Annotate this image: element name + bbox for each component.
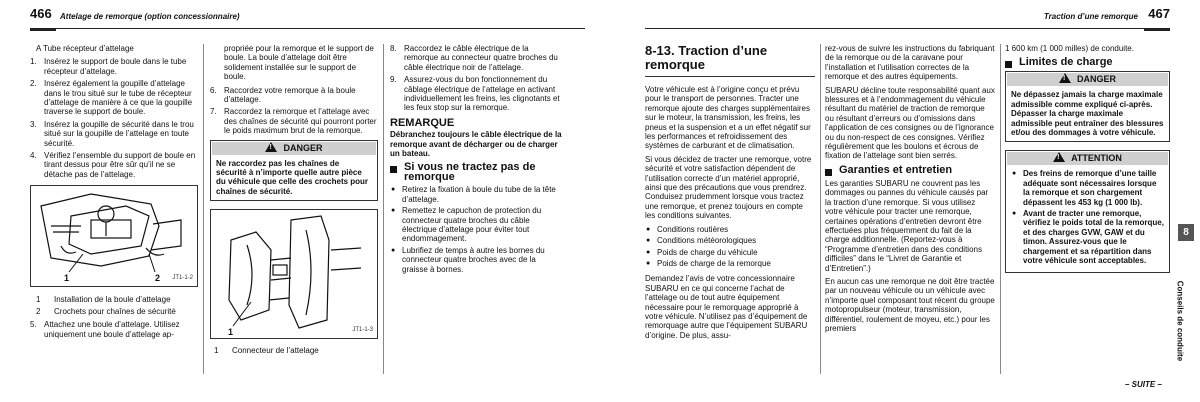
section-title: Garanties et entretien	[825, 166, 995, 176]
step-item: 5. Attachez une boule d’attelage. Utilisez uniquement une boule d’attelage ap-	[30, 320, 180, 339]
header-title: Traction d’une remorque	[1043, 12, 1138, 21]
bullet-item: ● Remettez le capuchon de protection du connecteur quatre broches du câble électrique d’attelage pour éviter tout endommagement.	[390, 206, 562, 244]
steps-list	[210, 86, 378, 136]
square-bullet-icon	[825, 169, 832, 176]
caption-item: 1 Connecteur de l’attelage	[214, 346, 319, 356]
chapter-section-title: 8-13. Traction d’une remorque	[645, 44, 815, 77]
paragraph: Si vous décidez de tracter une remorque, votre sécurité et votre satisfaction dépendent de l’utilisation correcte d’un matériel approprié, ainsi que des précautions que vous prendrez. Conduisez prudemment lorsque vous tractez une remorque, et prenez toujours en compte les conditions suivantes.	[645, 154, 812, 221]
left-column-2	[210, 44, 378, 358]
continued-text: propriée pour la remorque et le support de boule. La boule d’attelage doit être solidement installée sur le support de boule.	[224, 44, 374, 82]
right-page-header	[645, 8, 1170, 24]
figure-label-1: 1	[228, 327, 234, 338]
chapter-tab-label: Conseils de conduite	[1175, 280, 1185, 362]
steps-list	[30, 57, 198, 179]
section-title: Limites de charge	[1005, 58, 1170, 68]
hitch-ball-figure	[30, 185, 198, 287]
attention-bullets	[1011, 169, 1164, 265]
left-column-3	[390, 44, 562, 278]
bullet-item: ● Des freins de remorque d’une taille adéquate sont nécessaires lorsque la remorque et son chargement dépassent les 453 kg (1 000 lb).	[1011, 169, 1164, 207]
bullet-list	[645, 225, 815, 269]
right-column-2	[825, 44, 995, 337]
attention-header: !ATTENTION	[1007, 152, 1168, 165]
hitch-connector-figure	[210, 209, 378, 339]
warning-icon	[1053, 152, 1065, 162]
page-number: 467	[1148, 6, 1170, 21]
figure-label-1: 1	[64, 273, 70, 284]
danger-box	[1005, 71, 1170, 142]
page-number: 466	[30, 6, 52, 21]
figure-captions	[214, 346, 378, 355]
remarque-text: Débranchez toujours le câble électrique de la remorque avant de décharger ou de charger un bateau.	[390, 130, 562, 159]
bullet-item: ● Conditions routières	[645, 225, 815, 234]
danger-header: !DANGER	[212, 142, 376, 155]
remarque-title: REMARQUE	[390, 116, 455, 129]
steps-list-continued	[30, 320, 198, 339]
section-title: Si vous ne tractez pas de remorque	[390, 163, 562, 182]
figure-captions	[36, 295, 198, 316]
warning-icon	[1059, 73, 1071, 83]
paragraph: Votre véhicule est à l’origine conçu et prévu pour le transport de personnes. Tracter une remorque ajoute des charges supplémentaires sur le moteur, la transmission, les freins, les pneus et la suspension et a un effet négatif sur les performances et refroidissement des systèmes de carburant et de climatisation.	[645, 85, 811, 151]
continued-text: 1 600 km (1 000 milles) de conduite.	[1005, 44, 1134, 53]
warning-icon	[265, 142, 277, 152]
figure-label-a: A Tube récepteur d’attelage	[36, 44, 134, 53]
paragraph: En aucun cas une remorque ne doit être tractée par un nouveau véhicule ou un véhicule avec n’importe quel composant tout récent du groupe motopropulseur (moteur, transmission, différentiel, roulement de moyeu, etc.) pour les premiers	[825, 276, 995, 333]
connector-illustration	[211, 210, 377, 338]
attention-body	[1006, 166, 1169, 271]
square-bullet-icon	[1005, 61, 1012, 68]
continued-footer: – SUITE –	[1125, 380, 1162, 389]
bullet-item: ● Poids de charge du véhicule	[645, 248, 815, 257]
step-item: 1. Insérez le support de boule dans le tube récepteur d’attelage.	[30, 57, 187, 76]
bullet-item: ● Avant de tracter une remorque, vérifiez le poids total de la remorque, et des charges GVW, GAW et du timon. Assurez-vous que le chargement et sa répartition dans votre véhicule sont acceptables.	[1011, 209, 1164, 265]
bullet-item: ● Conditions météorologiques	[645, 236, 815, 245]
bullet-item: ● Poids de charge de la remorque	[645, 259, 815, 268]
step-item: 8. Raccordez le câble électrique de la remorque au connecteur quatre broches du câble électrique noir de l’attelage.	[390, 44, 558, 72]
attention-box	[1005, 150, 1170, 272]
left-page-header	[30, 8, 585, 24]
bullet-item: ● Retirez la fixation à boule du tube de la tête d’attelage.	[390, 185, 562, 204]
paragraph: SUBARU décline toute responsabilité quant aux blessures et à l’endommagement du véhicule résultant du matériel de traction de remorque ou résultant d’erreurs ou d’omissions dans l’application de ces consignes ou de l’ignorance ou du non-respect de ces consignes. Vérifiez régulièrement que les boulons et écrous de fixation de l’attelage sont bien serrés.	[825, 85, 995, 161]
danger-text: Ne dépassez jamais la charge maximale admissible comme expliqué ci-après. Dépasser la charge maximale admissible peut entraîner des blessures et/ou des dommages à votre véhicule.	[1011, 90, 1164, 138]
bullet-item: ● Lubrifiez de temps à autre les bornes du connecteur quatre broches avec de la graisse à bornes.	[390, 246, 562, 274]
step-item: 2. Insérez également la goupille d’attelage dans le trou situé sur le tube de récepteur d’attelage de manière à ce que la goupille traverse le support de boule.	[30, 79, 193, 117]
hitch-ball-illustration	[31, 186, 197, 286]
danger-text: Ne raccordez pas les chaînes de sécurité à n’importe quelle autre pièce du véhicule que celle des crochets pour chaînes de sécurité.	[216, 158, 369, 196]
header-title: Attelage de remorque (option concessionnaire)	[60, 12, 240, 21]
square-bullet-icon	[390, 166, 397, 173]
danger-box	[210, 140, 378, 202]
paragraph: Demandez l’avis de votre concessionnaire SUBARU en ce qui concerne l’achat de l’attelage ou de tout autre équipement nécessaire pour le remorquage approprié à votre véhicule. N’utilisez pas d’équipement de remorquage autre que l’équipement SUBARU d’origine. De plus, assu-	[645, 274, 808, 340]
step-item: 6. Raccordez votre remorque à la boule d’attelage.	[210, 85, 356, 105]
step-item: 7. Raccordez la remorque et l’attelage avec des chaînes de sécurité qui pourront porter le poids maximum brut de la remorque.	[210, 107, 377, 136]
paragraph: Les garanties SUBARU ne couvrent pas les dommages ou pannes du véhicule causés par la traction d’une remorque. Si vous utilisez votre véhicule pour tracter une remorque, certaines opérations d’entretien devront être effectuées plus fréquemment du fait de la charge additionnelle. (Reportez-vous à “Programme d’entretien dans des conditions difficiles” dans le “Livret de Garantie et d’Entretien”.)	[825, 178, 989, 273]
chapter-tab-number: 8	[1178, 224, 1194, 241]
step-item: 3. Insérez la goupille de sécurité dans le trou situé sur la goupille de l’attelage en toute sécurité.	[30, 119, 194, 148]
figure-label-2: 2	[155, 273, 161, 284]
right-column-1	[645, 44, 815, 344]
steps-list	[390, 44, 562, 113]
bullet-list	[390, 185, 562, 274]
right-column-3	[1005, 44, 1170, 273]
step-item: 9. Assurez-vous du bon fonctionnement du câblage électrique de l’attelage en activant individuellement les freins, les clignotants et les feux stop sur la remorque.	[390, 75, 560, 113]
step-item: 4. Vérifiez l’ensemble du support de boule en tirant dessus pour être sûr qu’il ne se détache pas de l’attelage.	[30, 151, 196, 179]
paragraph: rez-vous de suivre les instructions du fabriquant de la remorque ou de la caravane pour l’installation et l’utilisation correctes de la remorque et des autres équipements.	[825, 44, 995, 82]
left-column-1	[30, 44, 198, 342]
danger-header: !DANGER	[1007, 73, 1168, 86]
caption-item: 2 Crochets pour chaînes de sécurité	[36, 306, 176, 316]
figure-code: JT1-1-3	[352, 326, 373, 333]
caption-item: 1 Installation de la boule d’attelage	[36, 295, 171, 305]
figure-code: JT1-1-2	[172, 274, 193, 281]
